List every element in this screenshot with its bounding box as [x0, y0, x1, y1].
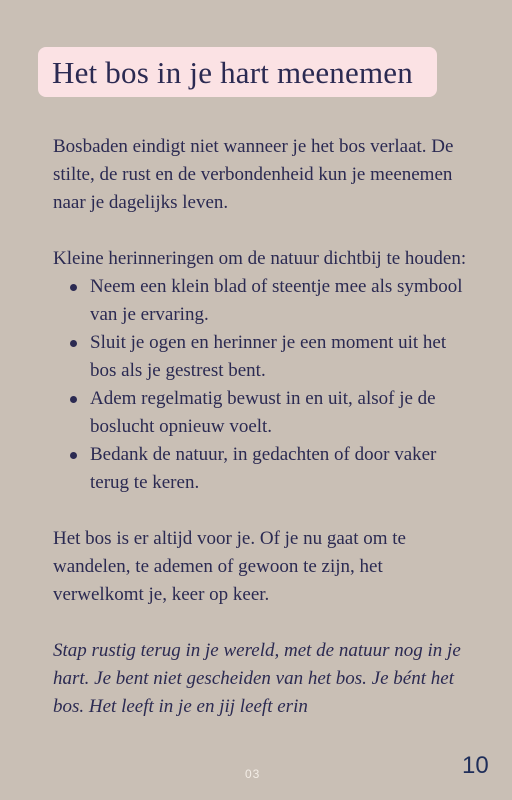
list-item-text: Adem regelmatig bewust in en uit, alsof je de boslucht opnieuw voelt.	[90, 388, 436, 437]
list-item-text: Sluit je ogen en herinner je een moment uit het bos als je gestrest bent.	[90, 332, 447, 381]
closing-quote: Stap rustig terug in je wereld, met de natuur nog in je hart. Je bent niet gescheiden van het bos. Je bént het bos. Het leeft in je en jij leeft erin	[53, 640, 461, 717]
list-item-text: Neem een klein blad of steentje mee als symbool van je ervaring.	[90, 276, 463, 325]
content	[53, 133, 473, 721]
spacer	[53, 497, 473, 525]
list-item	[53, 329, 473, 385]
list-item	[53, 385, 473, 441]
page-title: Het bos in je hart meenemen	[52, 54, 413, 90]
bullet-icon	[70, 452, 77, 459]
intro-paragraph: Bosbaden eindigt niet wanneer je het bos verlaat. De stilte, de rust en de verbondenheid kun je meenemen naar je dagelijks leven.	[53, 136, 454, 213]
bullet-icon	[70, 284, 77, 291]
bullet-icon	[70, 396, 77, 403]
page-number: 10	[462, 752, 489, 779]
spacer	[53, 217, 473, 245]
list-item	[53, 441, 473, 497]
list-item	[53, 273, 473, 329]
bullet-icon	[70, 340, 77, 347]
list-item-text: Bedank de natuur, in gedachten of door vaker terug te keren.	[90, 444, 437, 493]
spacer	[53, 609, 473, 637]
reminders-intro: Kleine herinneringen om de natuur dichtbij te houden:	[53, 248, 467, 269]
section-page-label: 03	[245, 767, 261, 781]
closing-paragraph: Het bos is er altijd voor je. Of je nu gaat om te wandelen, te ademen of gewoon te zijn, het verwelkomt je, keer op keer.	[53, 528, 406, 605]
reminders-list	[53, 273, 473, 497]
title-box	[38, 47, 437, 97]
